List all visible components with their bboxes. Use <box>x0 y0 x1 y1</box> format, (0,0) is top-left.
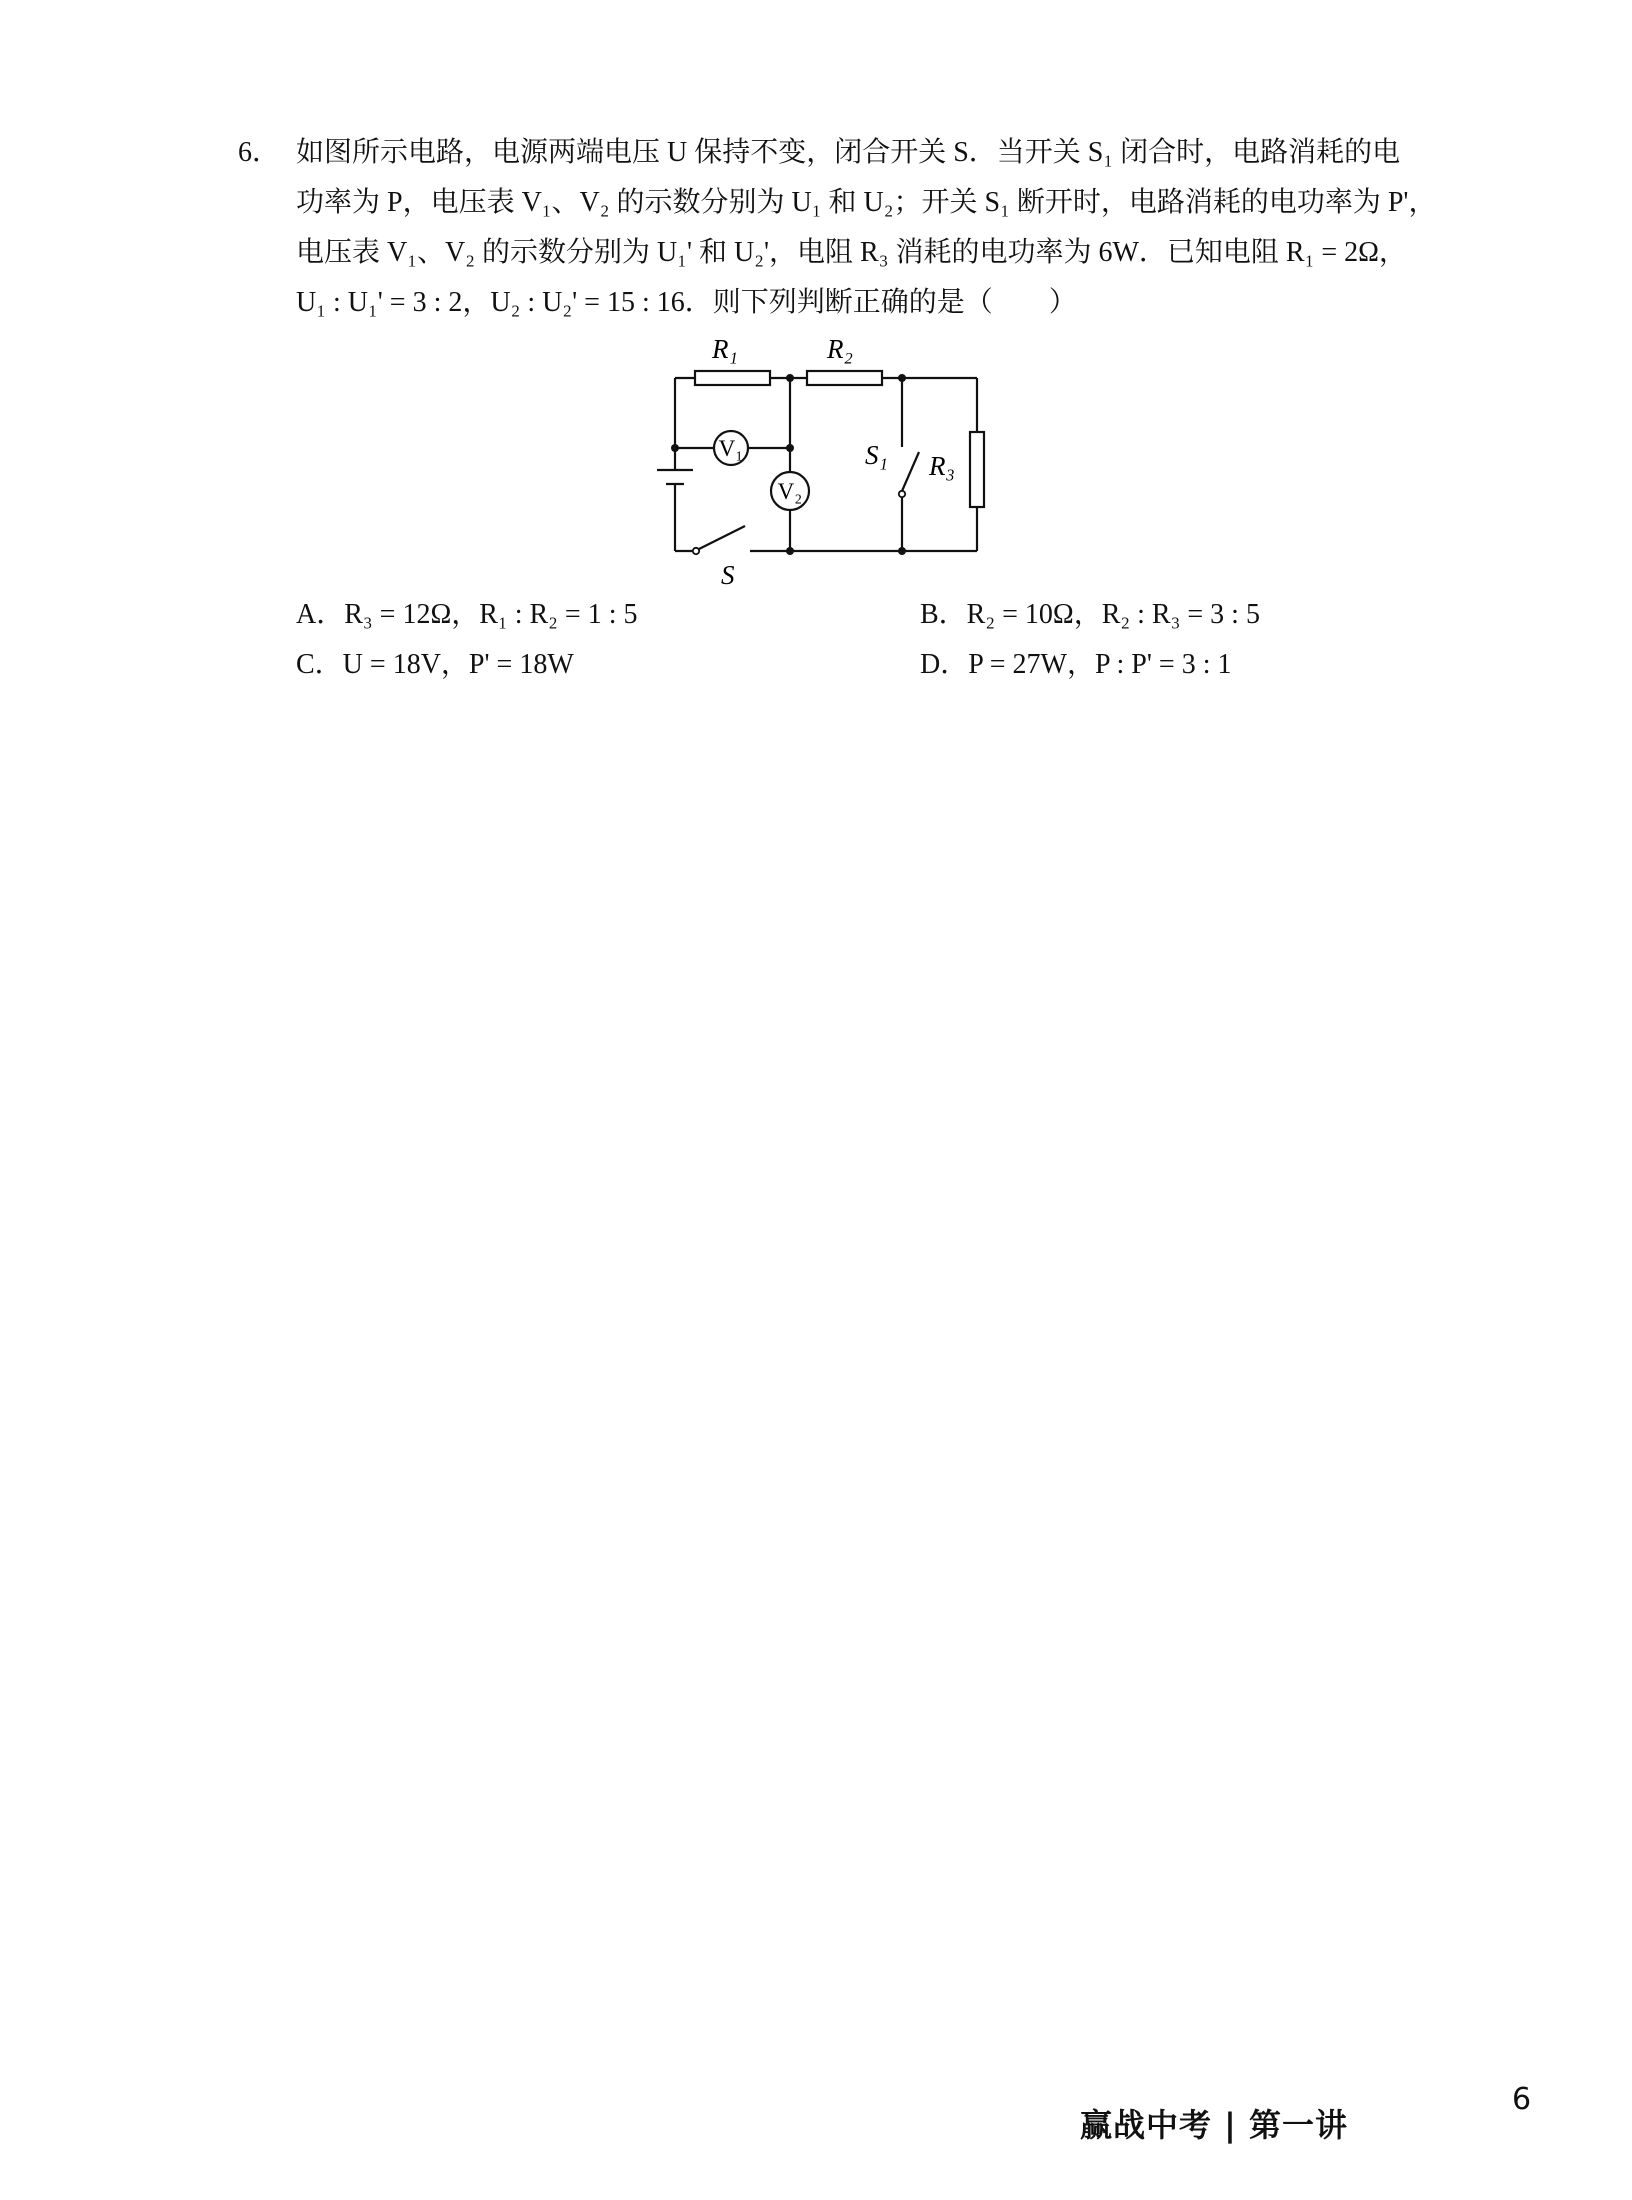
junction-middle-v1 <box>786 444 794 452</box>
option-a: A．R₃ = 12Ω，R₁ : R₂ = 1 : 5 <box>296 599 638 630</box>
junction-top-middle <box>786 374 794 382</box>
question-number: 6． <box>238 137 281 168</box>
label-r3: R₃ <box>929 451 955 481</box>
option-b: B．R₂ = 10Ω，R₂ : R₃ = 3 : 5 <box>920 599 1260 630</box>
junction-bottom-middle <box>786 547 794 555</box>
circuit-svg <box>640 322 1000 592</box>
page-number: 6 <box>1512 2082 1532 2117</box>
resistor-r2 <box>807 371 882 385</box>
question-line-2: 功率为 P，电压表 V₁、V₂ 的示数分别为 U₁ 和 U₂；开关 S₁ 断开时，电路消耗的电功率为 P'， <box>296 187 1437 218</box>
junction-bottom-s1 <box>898 547 906 555</box>
junction-top-s1 <box>898 374 906 382</box>
switch-s-blade <box>699 526 745 549</box>
label-v2: V₂ <box>777 479 803 504</box>
resistor-r3 <box>970 432 984 507</box>
question-stem <box>296 128 1437 328</box>
question-line-1: 如图所示电路，电源两端电压 U 保持不变，闭合开关 S．当开关 S₁ 闭合时，电路消耗的电 <box>296 137 1401 168</box>
option-d: D．P = 27W，P : P' = 3 : 1 <box>920 649 1232 680</box>
label-v1: V₁ <box>718 436 744 461</box>
label-s: S <box>721 560 735 590</box>
junction-left-v1 <box>671 444 679 452</box>
resistor-r1 <box>695 371 770 385</box>
question-line-3: 电压表 V₁、V₂ 的示数分别为 U₁' 和 U₂'，电阻 R₃ 消耗的电功率为 6W．已知电阻 R₁ = 2Ω， <box>296 237 1407 268</box>
circuit-diagram <box>640 322 1000 592</box>
switch-s1-blade <box>902 452 919 491</box>
switch-s1-contact <box>899 491 905 497</box>
option-c: C．U = 18V，P' = 18W <box>296 649 574 680</box>
label-r2: R₂ <box>827 334 853 364</box>
switch-s-contact <box>693 548 699 554</box>
label-r1: R₁ <box>712 334 738 364</box>
label-s1: S₁ <box>865 440 888 470</box>
footer-title: 赢战中考 | 第一讲 <box>1080 2106 1348 2144</box>
question-line-4: U₁ : U₁' = 3 : 2，U₂ : U₂' = 15 : 16．则下列判断正确的是（ ） <box>296 287 1077 318</box>
